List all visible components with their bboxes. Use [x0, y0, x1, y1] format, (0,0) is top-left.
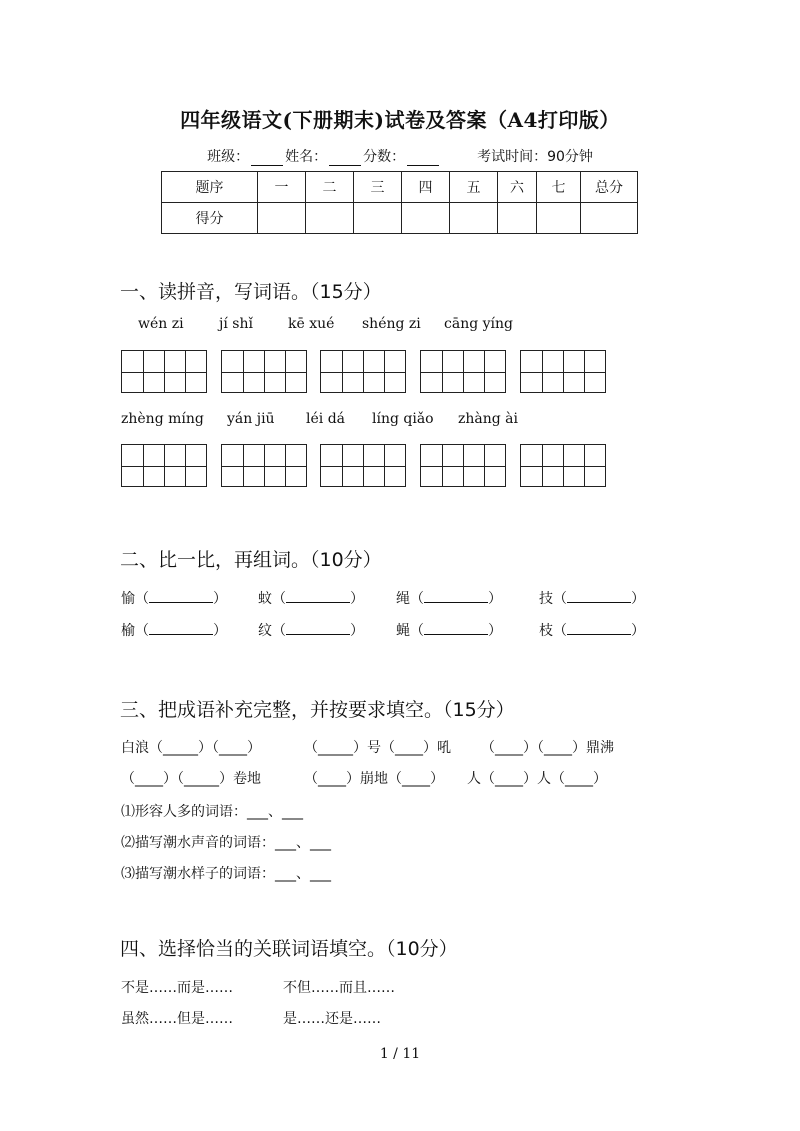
- score-table: [161, 171, 638, 234]
- idiom-item[interactable]: （____）（____）鼎沸: [481, 740, 614, 756]
- pinyin-label: wén zi: [138, 316, 184, 332]
- idiom-item[interactable]: （_____）号（____）吼: [304, 740, 451, 756]
- writing-grid-box[interactable]: [221, 350, 307, 393]
- pinyin-label: jí shǐ: [219, 316, 253, 332]
- section1-heading: 一、读拼音，写词语。（15分）: [120, 281, 382, 303]
- score-table-header-row: [162, 172, 638, 203]
- page-number: 1 / 11: [379, 1046, 421, 1062]
- writing-grid-box[interactable]: [420, 350, 506, 393]
- pinyin-label: yán jiū: [227, 411, 275, 427]
- score-input-cell[interactable]: [498, 203, 537, 234]
- answer-blank[interactable]: [424, 622, 488, 635]
- score-cell: 四: [402, 172, 450, 203]
- writing-grid-box[interactable]: [420, 444, 506, 487]
- class-blank[interactable]: [251, 151, 283, 166]
- score-cell: 七: [537, 172, 581, 203]
- answer-blank[interactable]: [149, 622, 213, 635]
- compare-item: 蝇（ ）: [396, 623, 502, 639]
- compare-item: 技（ ）: [539, 591, 645, 607]
- compare-item: 榆（ ）: [121, 623, 227, 639]
- section2-heading: 二、比一比，再组词。（10分）: [120, 549, 382, 571]
- conjunction-option: 虽然……但是……: [121, 1011, 233, 1027]
- score-cell: 三: [354, 172, 402, 203]
- compare-item: 纹（ ）: [258, 623, 364, 639]
- writing-grid-box[interactable]: [520, 444, 606, 487]
- pinyin-label: zhèng míng: [121, 411, 204, 427]
- score-cell: 二: [306, 172, 354, 203]
- fill-question[interactable]: ⑵描写潮水声音的词语：___、___: [121, 835, 331, 851]
- pinyin-label: shéng zi: [362, 316, 421, 332]
- idiom-item[interactable]: （____）（_____）卷地: [121, 771, 261, 787]
- conjunction-option: 不但……而且……: [283, 980, 395, 996]
- answer-blank[interactable]: [567, 622, 631, 635]
- writing-grid-box[interactable]: [320, 350, 406, 393]
- writing-grid-box[interactable]: [520, 350, 606, 393]
- score-input-cell[interactable]: [306, 203, 354, 234]
- writing-grid-box[interactable]: [121, 444, 207, 487]
- page-title: 四年级语文(下册期末)试卷及答案（A4打印版）: [180, 108, 620, 132]
- score-cell: 总分: [581, 172, 638, 203]
- pinyin-label: kē xué: [288, 316, 335, 332]
- answer-blank[interactable]: [567, 590, 631, 603]
- score-label: 分数：: [363, 149, 406, 165]
- writing-grid-box[interactable]: [221, 444, 307, 487]
- answer-blank[interactable]: [424, 590, 488, 603]
- score-input-cell[interactable]: [402, 203, 450, 234]
- score-cell: 五: [450, 172, 498, 203]
- compare-item: 蚊（ ）: [258, 591, 364, 607]
- fill-question[interactable]: ⑴形容人多的词语：___、___: [121, 804, 303, 820]
- fill-question[interactable]: ⑶描写潮水样子的词语：___、___: [121, 866, 331, 882]
- score-table-score-row: [162, 203, 638, 234]
- score-blank[interactable]: [407, 151, 439, 166]
- pinyin-label: cāng yíng: [444, 316, 513, 332]
- score-cell: 六: [498, 172, 537, 203]
- student-info: [0, 146, 800, 166]
- pinyin-label: léi dá: [306, 411, 345, 427]
- score-cell: 一: [258, 172, 306, 203]
- score-cell: 题序: [162, 172, 258, 203]
- exam-time: 考试时间：90分钟: [477, 149, 593, 165]
- conjunction-option: 是……还是……: [283, 1011, 381, 1027]
- answer-blank[interactable]: [286, 622, 350, 635]
- pinyin-label: líng qiǎo: [372, 411, 434, 427]
- name-blank[interactable]: [329, 151, 361, 166]
- score-input-cell[interactable]: [450, 203, 498, 234]
- section4-heading: 四、选择恰当的关联词语填空。（10分）: [120, 938, 458, 960]
- pinyin-label: zhàng ài: [458, 411, 518, 427]
- compare-item: 枝（ ）: [539, 623, 645, 639]
- writing-grid-box[interactable]: [121, 350, 207, 393]
- score-input-cell[interactable]: [537, 203, 581, 234]
- answer-blank[interactable]: [286, 590, 350, 603]
- answer-blank[interactable]: [149, 590, 213, 603]
- idiom-item[interactable]: 人（____）人（____）: [467, 771, 607, 787]
- score-cell: 得分: [162, 203, 258, 234]
- compare-item: 绳（ ）: [396, 591, 502, 607]
- score-input-cell[interactable]: [354, 203, 402, 234]
- score-input-cell[interactable]: [258, 203, 306, 234]
- section3-heading: 三、把成语补充完整，并按要求填空。（15分）: [120, 699, 515, 721]
- score-input-cell[interactable]: [581, 203, 638, 234]
- idiom-item[interactable]: （____）崩地（____）: [304, 771, 444, 787]
- writing-grid-box[interactable]: [320, 444, 406, 487]
- idiom-item[interactable]: 白浪（_____）（____）: [121, 740, 261, 756]
- compare-item: 愉（ ）: [121, 591, 227, 607]
- class-label: 班级：: [207, 149, 250, 165]
- conjunction-option: 不是……而是……: [121, 980, 233, 996]
- name-label: 姓名：: [285, 149, 328, 165]
